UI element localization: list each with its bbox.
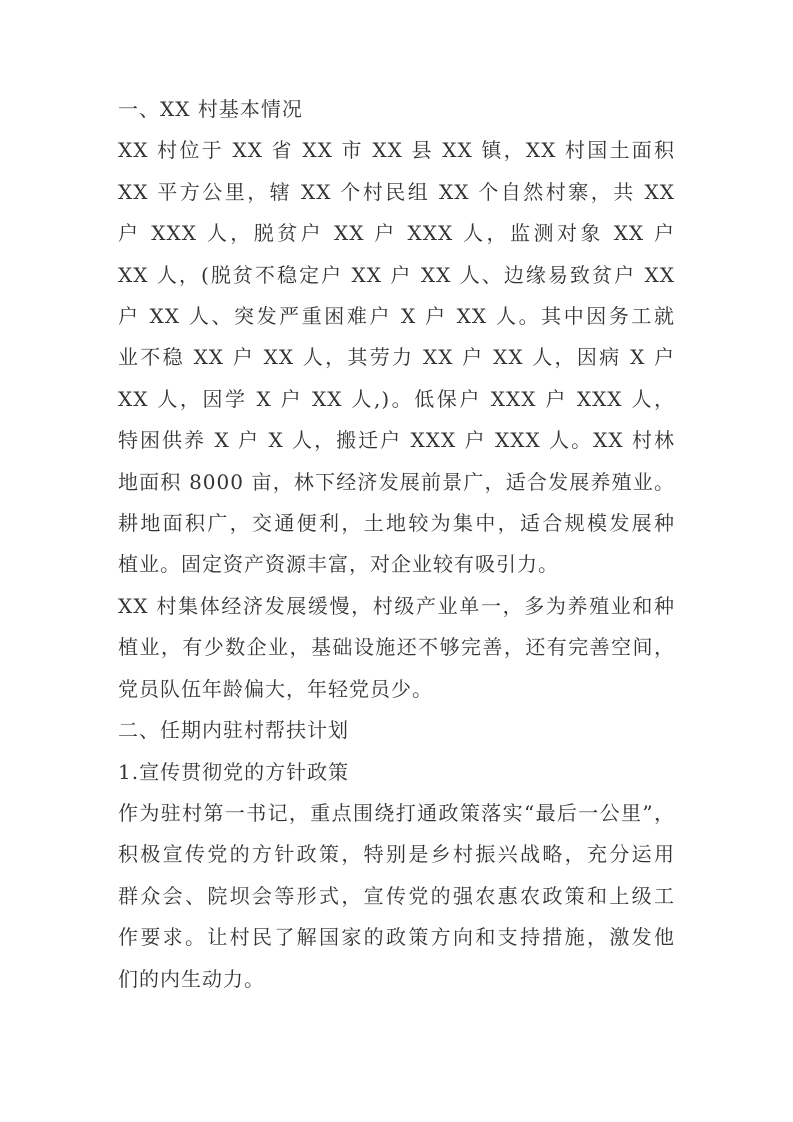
text-line: 地面积 8000 亩，林下经济发展前景广，适合发展养殖业。 [118,469,675,494]
text-line: 积极宣传党的方针政策，特别是乡村振兴战略，充分运用 [118,842,675,867]
text-line: 耕地面积广，交通便利，土地较为集中，适合规模发展种 [118,511,675,536]
text-line: 特困供养 X 户 X 人，搬迁户 XXX 户 XXX 人。XX 村林 [118,428,675,453]
text-line: 户 XX 人、突发严重困难户 X 户 XX 人。其中因务工就 [118,304,675,329]
text-line: 作为驻村第一书记，重点围绕打通政策落实“最后一公里”， [118,800,675,825]
text-line: 们的内生动力。 [118,966,265,991]
text-line: 植业。固定资产资源丰富，对企业较有吸引力。 [118,552,559,577]
section-heading-1: 一、XX 村基本情况 [118,97,303,121]
text-line: 植业，有少数企业，基础设施还不够完善，还有完善空间， [118,635,675,660]
text-line: XX 村集体经济发展缓慢，村级产业单一，多为养殖业和种 [118,593,675,618]
text-line: XX 平方公里，辖 XX 个村民组 XX 个自然村寨，共 XX [118,179,675,204]
text-line: 作要求。让村民了解国家的政策方向和支持措施，激发他 [118,925,675,950]
text-line: 党员队伍年龄偏大，年轻党员少。 [118,676,433,701]
subsection-heading-1: 1.宣传贯彻党的方针政策 [118,759,350,784]
text-line: 群众会、院坝会等形式，宣传党的强农惠农政策和上级工 [118,883,675,908]
document-body [118,89,675,1000]
text-line: XX 人，因学 X 户 XX 人,)。低保户 XXX 户 XXX 人， [118,386,675,411]
text-line: XX 人，(脱贫不稳定户 XX 户 XX 人、边缘易致贫户 XX [118,262,675,287]
section-heading-2: 二、任期内驻村帮扶计划 [118,718,349,743]
text-line: 户 XXX 人，脱贫户 XX 户 XXX 人，监测对象 XX 户 [118,221,675,246]
text-line: 业不稳 XX 户 XX 人，其劳力 XX 户 XX 人，因病 X 户 [118,345,675,370]
text-line: XX 村位于 XX 省 XX 市 XX 县 XX 镇，XX 村国土面积 [118,138,675,163]
